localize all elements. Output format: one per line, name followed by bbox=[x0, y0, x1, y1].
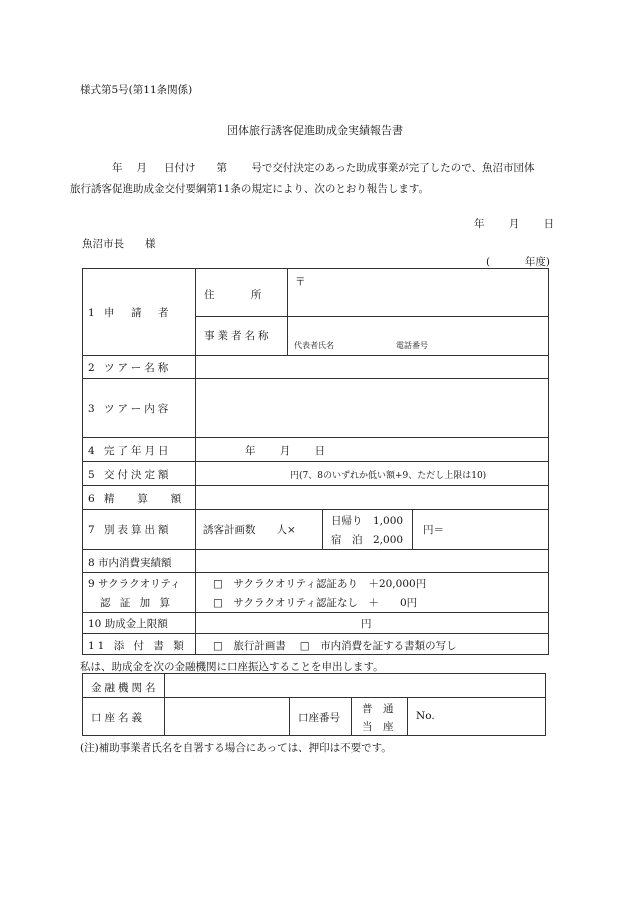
representative-label: 代表者氏名 bbox=[294, 341, 334, 350]
row-line bbox=[82, 355, 549, 356]
row5-label: 5 交付決定額 bbox=[88, 469, 172, 481]
row-line bbox=[82, 437, 549, 438]
address-label: 住 所 bbox=[204, 289, 265, 301]
bank-row-line bbox=[82, 697, 546, 698]
bank-divider-2 bbox=[289, 697, 290, 736]
report-date: 年 月 日 bbox=[474, 218, 555, 230]
addressee: 魚沼市長 様 bbox=[82, 238, 156, 250]
row-line bbox=[82, 572, 549, 573]
bank-border-left bbox=[82, 673, 83, 736]
row-line bbox=[82, 612, 549, 613]
yen-equals: 円＝ bbox=[423, 524, 444, 536]
row-line bbox=[82, 485, 549, 486]
bank-divider-3 bbox=[351, 697, 352, 736]
footnote: (注)補助事業者氏名を自署する場合にあっては、押印は不要です。 bbox=[80, 742, 392, 754]
row-line bbox=[82, 509, 549, 510]
row9-label-line2: 認 証 加 算 bbox=[100, 597, 174, 609]
row-line bbox=[82, 378, 549, 379]
sakura-certified-option[interactable]: □ サクラクオリティ認証あり ＋20,000円 bbox=[213, 578, 427, 590]
day-trip-rate: 日帰り 1,000 bbox=[331, 515, 404, 527]
row7-label: 7 別表算出額 bbox=[88, 524, 172, 536]
row-line bbox=[82, 461, 549, 462]
row11-label: 11 添 付 書 類 bbox=[88, 640, 187, 652]
account-name-label: 口座名義 bbox=[91, 712, 145, 724]
visitors-count: 誘客計画数 人× bbox=[203, 524, 296, 536]
table-border-bottom bbox=[82, 654, 549, 655]
row4-label: 4 完了年月日 bbox=[88, 445, 172, 457]
form-number: 様式第5号(第11条関係) bbox=[80, 84, 193, 96]
page-title: 団体旅行誘客促進助成金実績報告書 bbox=[227, 124, 403, 137]
decision-amount-value: 円(7、8のいずれか低い額+9、ただし上限は10) bbox=[290, 471, 487, 481]
business-name-label: 事業者名称 bbox=[204, 330, 272, 342]
row1-sub-divider bbox=[287, 268, 288, 356]
bank-border-right bbox=[545, 673, 546, 736]
row1-label: 1 申 請 者 bbox=[88, 307, 172, 319]
institution-label: 金融機関名 bbox=[91, 682, 159, 694]
bank-border-bottom bbox=[82, 735, 546, 736]
no-label: No. bbox=[416, 710, 435, 722]
row2-label: 2 ツアー名称 bbox=[88, 362, 172, 374]
completion-date-value: 年 月 日 bbox=[245, 445, 326, 457]
intro-line-2: 旅行誘客促進助成金交付要綱第11条の規定により、次のとおり報告します。 bbox=[70, 183, 430, 195]
overnight-rate: 宿 泊 2,000 bbox=[331, 534, 404, 546]
row9-label-line1: 9 サクラクオリティ bbox=[88, 578, 181, 590]
fiscal-year: ( 年度) bbox=[486, 256, 551, 268]
bank-statement: 私は、助成金を次の金融機関に口座振込することを申出します。 bbox=[80, 661, 384, 673]
row1-mid-line bbox=[195, 316, 549, 317]
bank-label-divider bbox=[164, 673, 165, 736]
postal-mark[interactable]: 〒 bbox=[295, 276, 306, 288]
row3-label: 3 ツアー内容 bbox=[88, 403, 172, 415]
row-line bbox=[82, 633, 549, 634]
row7-divider-2 bbox=[412, 509, 413, 549]
current-type[interactable]: 当 座 bbox=[362, 721, 394, 733]
sakura-not-certified-option[interactable]: □ サクラクオリティ認証なし ＋ 0円 bbox=[213, 597, 418, 609]
attachments-options[interactable]: □ 旅行計画書 □ 市内消費を証する書類の写し bbox=[213, 640, 457, 652]
phone-label: 電話番号 bbox=[396, 341, 428, 350]
row10-label: 10 助成金上限額 bbox=[88, 618, 168, 630]
intro-line-1: 年 月 日付け 第 号で交付決定のあった助成事業が完了したので、魚沼市団体 bbox=[112, 162, 535, 174]
bank-border-top bbox=[82, 673, 546, 674]
table-border-top bbox=[82, 268, 549, 269]
bank-divider-4 bbox=[407, 697, 408, 736]
ordinary-type[interactable]: 普 通 bbox=[362, 703, 394, 715]
row8-label: 8 市内消費実績額 bbox=[88, 557, 172, 569]
upper-limit-value: 円 bbox=[361, 618, 372, 630]
row7-divider-1 bbox=[322, 509, 323, 549]
account-number-label: 口座番号 bbox=[298, 712, 340, 724]
row6-label: 6 精 算 額 bbox=[88, 493, 185, 505]
row-line bbox=[82, 549, 549, 550]
